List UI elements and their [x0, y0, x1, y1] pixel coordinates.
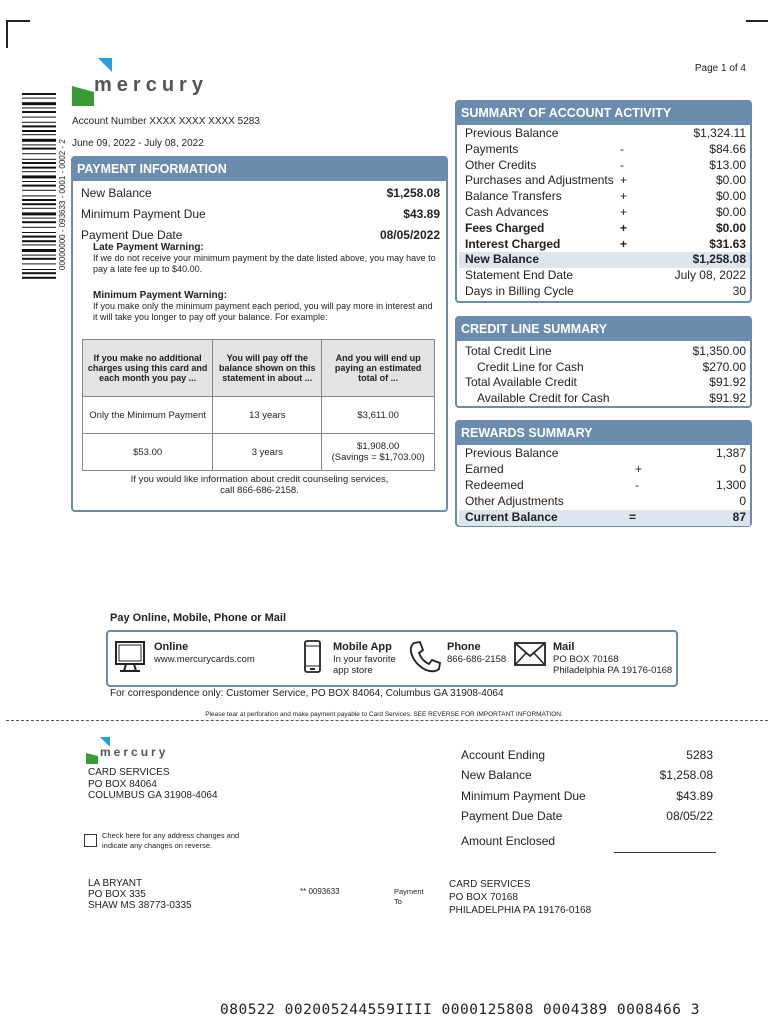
- savings-amount: (Savings = $1,703.00): [331, 452, 425, 463]
- summary-row: Purchases and Adjustments + $0.00: [465, 173, 746, 188]
- table-header: And you will end up paying an estimated total of ...: [322, 340, 435, 397]
- credit-line-title: CREDIT LINE SUMMARY: [457, 318, 750, 341]
- statement-period: June 09, 2022 - July 08, 2022: [72, 138, 204, 149]
- mail-line2: Philadelphia PA 19176-0168: [553, 665, 673, 676]
- crop-mark-top-right: [746, 20, 768, 22]
- phone-icon: [408, 640, 442, 674]
- rewards-row: Redeemed - 1,300: [465, 478, 746, 492]
- table-row: [83, 434, 435, 471]
- payee-address: CARD SERVICES PO BOX 70168 PHILADELPHIA PA 19176-0168: [449, 879, 592, 916]
- mail-line1: PO BOX 70168: [553, 654, 619, 665]
- online-title: Online: [154, 641, 189, 653]
- mercury-logo-small: [86, 737, 176, 765]
- computer-icon: [114, 640, 146, 674]
- perforation-note: Please tear at perforation and make payment payable to Card Services. SEE REVERSE FOR IMPORTANT INFORMATION.: [205, 711, 563, 718]
- coupon-code: ** 0093633: [300, 887, 340, 896]
- logo-wordmark-small: mercury: [100, 745, 169, 759]
- summary-row: Interest Charged + $31.63: [465, 236, 746, 251]
- credit-counseling-note: If you would like information about credit counseling services, call 866-686-2158.: [130, 474, 389, 496]
- mobile-app-title: Mobile App: [333, 641, 392, 653]
- side-code: 00000000 - 093633 - 0001 - 0002 - 2: [58, 139, 67, 270]
- credit-row-cash: Credit Line for Cash $270.00: [477, 360, 746, 374]
- minimum-payment-warning-title: Minimum Payment Warning:: [93, 290, 228, 301]
- summary-row: Other Credits - $13.00: [465, 157, 746, 172]
- summary-row: Balance Transfers + $0.00: [465, 189, 746, 204]
- account-summary-title: SUMMARY OF ACCOUNT ACTIVITY: [457, 102, 750, 125]
- correspondence-address: For correspondence only: Customer Service, PO BOX 84064, Columbus GA 31908-4064: [110, 688, 504, 699]
- address-change-label: Check here for any address changes and indicate any changes on reverse.: [102, 831, 240, 850]
- table-row: [83, 397, 435, 434]
- crop-mark-top-left: [6, 20, 30, 48]
- mail-title: Mail: [553, 641, 575, 653]
- mobile-phone-icon: [303, 640, 323, 674]
- online-url[interactable]: www.mercurycards.com: [154, 654, 255, 665]
- late-payment-warning-title: Late Payment Warning:: [93, 242, 204, 253]
- rewards-row: Current Balance = 87: [459, 510, 750, 526]
- rewards-panel: [455, 420, 752, 527]
- late-payment-warning-text: If we do not receive your minimum payment by the date listed above, you may have to pay a late fee up to $40.00.: [93, 253, 436, 274]
- perforation-line: [6, 720, 768, 721]
- summary-row: New Balance $1,258.08: [459, 252, 750, 268]
- mobile-app-line1: In your favorite: [333, 654, 396, 665]
- barcode-icon: [22, 93, 56, 281]
- address-change-checkbox[interactable]: [84, 834, 97, 847]
- credit-row-available: Total Available Credit $91.92: [465, 375, 746, 389]
- payment-to-label: Payment To: [394, 887, 424, 906]
- account-number: Account Number XXXX XXXX XXXX 5283: [72, 116, 260, 127]
- summary-row: Fees Charged + $0.00: [465, 220, 746, 235]
- phone-number[interactable]: 866-686-2158: [447, 654, 507, 665]
- amount-enclosed-field[interactable]: [614, 852, 716, 853]
- mail-envelope-icon: [514, 642, 546, 666]
- credit-line-panel: [455, 316, 752, 408]
- table-cell: $53.00: [83, 434, 213, 471]
- rewards-row: Other Adjustments 0: [465, 494, 746, 508]
- minimum-payment-warning-text: If you make only the minimum payment each period, you will pay more in interest and it will take you longer to pay off your balance. For example:: [93, 301, 433, 322]
- summary-row: Payments - $84.66: [465, 141, 746, 156]
- rewards-row: Earned + 0: [465, 462, 746, 476]
- table-cell: 13 years: [213, 397, 322, 434]
- table-header: If you make no additional charges using this card and each month you pay ...: [83, 340, 213, 397]
- account-summary-panel: [455, 100, 752, 303]
- mercury-logo: [72, 58, 222, 108]
- page-number: Page 1 of 4: [694, 63, 746, 74]
- table-cell: $3,611.00: [322, 397, 435, 434]
- table-header-row: [83, 340, 435, 397]
- credit-row-available-cash: Available Credit for Cash $91.92: [477, 391, 746, 405]
- phone-title: Phone: [447, 641, 481, 653]
- rewards-row: Previous Balance 1,387: [465, 446, 746, 460]
- payer-address: LA BRYANT PO BOX 335 SHAW MS 38773-0335: [88, 878, 192, 911]
- micr-line: 080522 002005244559IIII 0000125808 0004389 0008466 3: [220, 1002, 700, 1018]
- payment-information-title: PAYMENT INFORMATION: [73, 158, 446, 181]
- mobile-app-line2: app store: [333, 665, 373, 676]
- sender-address: CARD SERVICES PO BOX 84064 COLUMBUS GA 31908-4064: [88, 767, 218, 801]
- summary-row: Statement End Date July 08, 2022: [465, 268, 746, 283]
- table-header: You will pay off the balance shown on this statement in about ...: [213, 340, 322, 397]
- summary-row: Previous Balance $1,324.11: [465, 126, 746, 140]
- pay-methods-box: [106, 630, 678, 687]
- table-cell: [322, 434, 435, 471]
- credit-row-total: Total Credit Line $1,350.00: [465, 344, 746, 358]
- table-cell: 3 years: [213, 434, 322, 471]
- table-cell: Only the Minimum Payment: [83, 397, 213, 434]
- logo-wordmark: mercury: [94, 74, 208, 96]
- rewards-title: REWARDS SUMMARY: [457, 422, 750, 445]
- pay-methods-title: Pay Online, Mobile, Phone or Mail: [110, 612, 287, 624]
- summary-row: Cash Advances + $0.00: [465, 205, 746, 219]
- estimated-total: $1,908.00: [357, 441, 400, 452]
- minimum-payment-table: [82, 339, 435, 471]
- summary-row: Days in Billing Cycle 30: [465, 284, 746, 298]
- payment-information-panel: PAYMENT INFORMATION New Balance $1,258.08 Minimum Payment Due $43.89 Payment Due Date 08/05/2022 Late Payment Warning: If we do not receive your minimum payment by the date listed above, you may have to pay a late fee up to $40.00. Minimum Payment Warning: If you make only the minimum payment each period, you will pay more in interest and it will take you longer to pay off your balance. For example: If you make no additional charges using this card and each month you pay ... You will pay off the balance shown on this statement in about ... And you will end up paying an estimated total of ... Only the Minimum Payment 13 years $3,611.00 $53.00 3 years $1,908.00 (Savings = $1,703.00) If you would like information about credit counseling services, call 866-686-2158.: [71, 156, 448, 512]
